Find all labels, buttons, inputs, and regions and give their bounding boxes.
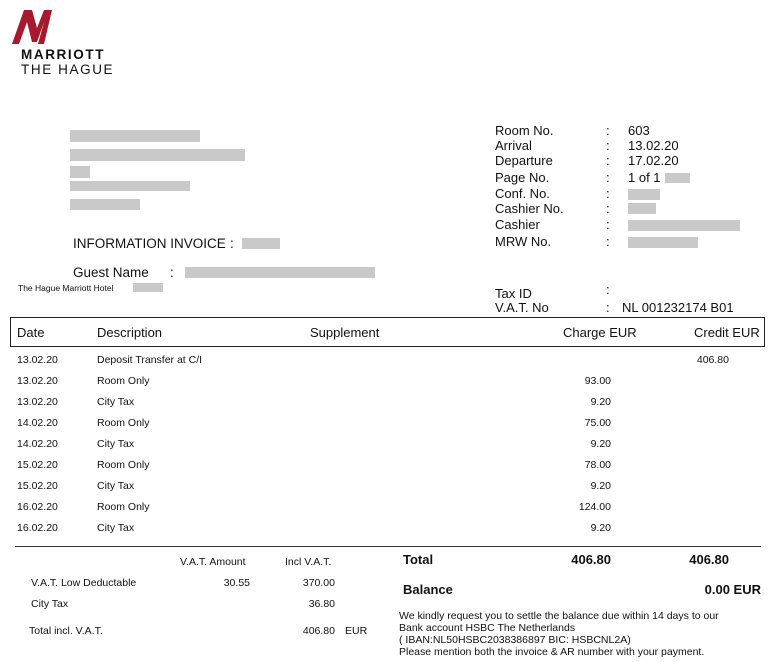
info-label: MRW No. xyxy=(495,234,552,249)
row-date: 13.02.20 xyxy=(17,354,58,366)
header-date: Date xyxy=(17,325,45,340)
brand-location: THE HAGUE xyxy=(21,62,115,77)
vat-amount-header: V.A.T. Amount xyxy=(180,556,246,568)
row-date: 13.02.20 xyxy=(17,396,58,408)
total-credit: 406.80 xyxy=(689,552,729,567)
vat-low-label: V.A.T. Low Deductable xyxy=(31,577,137,589)
redacted-conf-no xyxy=(628,189,660,200)
row-description: Deposit Transfer at C/I xyxy=(97,354,203,366)
row-description: Room Only xyxy=(97,501,150,513)
info-separator: : xyxy=(606,138,610,153)
redacted-address-line-1 xyxy=(70,130,200,142)
info-label: Departure xyxy=(495,153,553,168)
total-incl-vat-value: 406.80 xyxy=(302,625,335,637)
info-value-arrival: 13.02.20 xyxy=(628,138,679,153)
row-date: 16.02.20 xyxy=(17,522,58,534)
vat-low-amount: 30.55 xyxy=(223,577,250,589)
header-description: Description xyxy=(97,325,163,340)
redacted-hotel-code xyxy=(133,283,163,292)
totals-divider xyxy=(15,546,761,547)
row-charge: 75.00 xyxy=(584,417,611,429)
balance-label: Balance xyxy=(403,582,453,597)
incl-vat-header: Incl V.A.T. xyxy=(285,556,332,568)
total-label: Total xyxy=(403,552,434,567)
row-date: 15.02.20 xyxy=(17,459,58,471)
city-tax-incl: 36.80 xyxy=(308,598,335,610)
total-incl-vat-label: Total incl. V.A.T. xyxy=(29,625,103,637)
row-date: 15.02.20 xyxy=(17,480,58,492)
info-separator: : xyxy=(606,170,610,185)
info-separator: : xyxy=(606,186,610,201)
info-label: Conf. No. xyxy=(495,186,550,201)
info-separator: : xyxy=(606,234,610,249)
marriott-m-logo-icon xyxy=(10,6,60,46)
info-separator: : xyxy=(606,217,610,232)
row-charge: 9.20 xyxy=(590,480,611,492)
header-credit: Credit EUR xyxy=(694,325,760,340)
guest-name-separator: : xyxy=(170,265,174,280)
payment-note-line: Please mention both the invoice & AR number with your payment. xyxy=(399,646,705,658)
row-credit: 406.80 xyxy=(696,354,729,366)
redacted-cashier xyxy=(628,220,740,231)
redacted-cashier-no xyxy=(628,203,656,214)
row-description: City Tax xyxy=(97,396,135,408)
info-label: Cashier xyxy=(495,217,540,232)
row-description: Room Only xyxy=(97,375,150,387)
row-date: 13.02.20 xyxy=(17,375,58,387)
row-charge: 9.20 xyxy=(590,396,611,408)
tax-id-separator: : xyxy=(606,282,610,297)
row-description: Room Only xyxy=(97,417,150,429)
vat-no-value: NL 001232174 B01 xyxy=(622,300,734,315)
row-charge: 124.00 xyxy=(578,501,611,513)
row-description: City Tax xyxy=(97,522,135,534)
info-separator: : xyxy=(606,153,610,168)
redacted-address-line-2 xyxy=(70,149,245,161)
payment-note-line: Bank account HSBC The Netherlands xyxy=(399,622,576,634)
row-description: Room Only xyxy=(97,459,150,471)
row-date: 14.02.20 xyxy=(17,417,58,429)
total-charge: 406.80 xyxy=(571,552,611,567)
info-separator: : xyxy=(606,201,610,216)
info-label: Cashier No. xyxy=(495,201,564,216)
guest-name-label: Guest Name xyxy=(73,265,149,280)
row-date: 14.02.20 xyxy=(17,438,58,450)
row-date: 16.02.20 xyxy=(17,501,58,513)
info-label: Arrival xyxy=(495,138,532,153)
vat-no-label: V.A.T. No xyxy=(495,300,549,315)
tax-id-label: Tax ID xyxy=(495,286,532,301)
row-charge: 78.00 xyxy=(584,459,611,471)
info-label: Page No. xyxy=(495,170,550,185)
vat-no-separator: : xyxy=(606,300,610,315)
header-supplement: Supplement xyxy=(310,325,380,340)
payment-note-line: ( IBAN:NL50HSBC2038386897 BIC: HSBCNL2A) xyxy=(399,634,631,646)
row-charge: 93.00 xyxy=(584,375,611,387)
redacted-invoice-number xyxy=(242,238,280,249)
redacted-page-extra xyxy=(665,173,690,183)
info-label: Room No. xyxy=(495,123,554,138)
redacted-address-line-5 xyxy=(70,199,140,210)
redacted-address-line-3 xyxy=(70,166,90,178)
redacted-guest-name xyxy=(185,267,375,278)
row-charge: 9.20 xyxy=(590,522,611,534)
balance-value: 0.00 EUR xyxy=(704,582,761,597)
info-separator: : xyxy=(606,123,610,138)
redacted-mrw-no xyxy=(628,237,698,248)
header-charge: Charge EUR xyxy=(563,325,637,340)
brand-name: MARRIOTT xyxy=(21,47,106,62)
row-charge: 9.20 xyxy=(590,438,611,450)
vat-low-incl: 370.00 xyxy=(302,577,335,589)
redacted-address-line-4 xyxy=(70,181,190,191)
info-value-room: 603 xyxy=(628,123,650,138)
info-value-departure: 17.02.20 xyxy=(628,153,679,168)
hotel-name-line: The Hague Marriott Hotel xyxy=(18,283,114,293)
row-description: City Tax xyxy=(97,438,135,450)
payment-note-line: We kindly request you to settle the balance due within 14 days to our xyxy=(399,610,719,622)
city-tax-label: City Tax xyxy=(31,598,69,610)
row-description: City Tax xyxy=(97,480,135,492)
invoice-title: INFORMATION INVOICE xyxy=(73,236,226,251)
total-incl-vat-currency: EUR xyxy=(345,625,368,637)
invoice-title-separator: : xyxy=(230,236,234,251)
info-value-page: 1 of 1 xyxy=(628,170,661,185)
